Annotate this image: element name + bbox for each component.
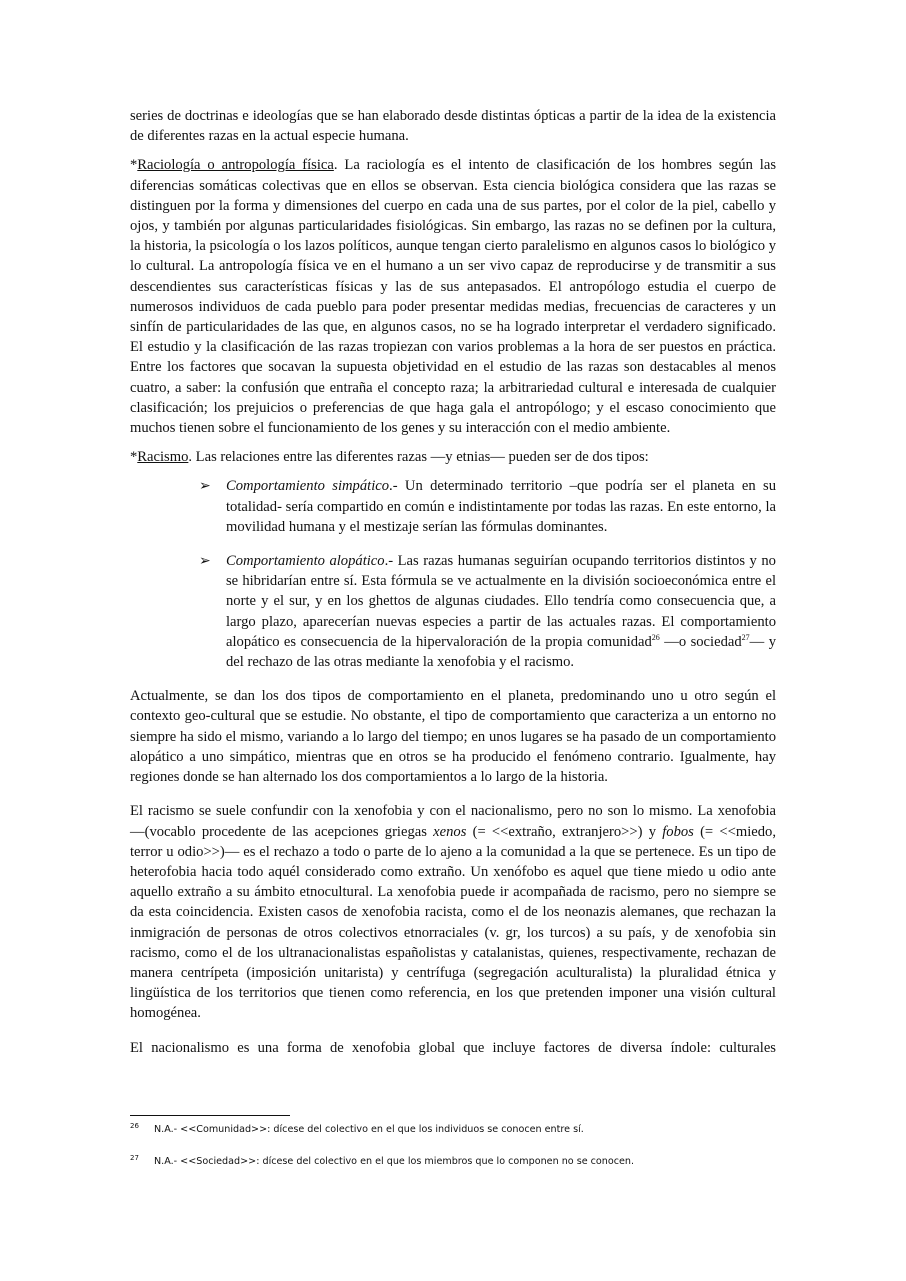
xenos-term: xenos [433, 823, 467, 840]
document-body [130, 106, 776, 1067]
xenofobia-text-b: (= <<extraño, extranjero>>) y [466, 823, 663, 840]
footnote-ref-26[interactable]: 26 [651, 632, 660, 642]
raciologia-term: Raciología o antropología física [137, 157, 334, 174]
list-item-alopatico [199, 551, 776, 672]
behaviour-list [130, 476, 776, 672]
footnote-27 [130, 1155, 776, 1169]
alopatico-body-c: ― y del rechazo de las otras mediante la xenofobia y el racismo. [226, 633, 776, 671]
intro-paragraph: series de doctrinas e ideologías que se han elaborado desde distintas ópticas a partir de la idea de la existencia de diferentes razas en la actual especie humana. [130, 108, 776, 145]
alopatico-term: Comportamiento alopático [226, 553, 385, 570]
simpatico-body: .- Un determinado territorio –que podría ser el planeta en su totalidad- sería compartido en común e indistintamente por todas las razas. En este entorno, la movilidad humana y el mestizaje serían las fórmulas dominantes. [226, 478, 776, 535]
racismo-body: . Las relaciones entre las diferentes razas ―y etnias― pueden ser de dos tipos: [188, 449, 649, 466]
footnote-number: 26 [130, 1122, 139, 1130]
footnote-26 [130, 1123, 776, 1137]
arrowhead-bullet-icon: ➢ [199, 478, 211, 495]
footnote-text: N.A.- <<Comunidad>>: dícese del colectivo en el que los individuos se conocen entre sí. [154, 1124, 584, 1135]
actualmente-paragraph: Actualmente, se dan los dos tipos de comportamiento en el planeta, predominando uno u otro según el contexto geo-cultural que se estudie. No obstante, el tipo de comportamiento que caracteriza a un entorno no siempre ha sido el mismo, variando a lo largo del tiempo; en unos lugares se ha pasado de un comportamiento alopático a uno simpático, mientras que en otros se ha producido el fenómeno contrario. Igualmente, hay regiones donde se han alternado los dos comportamientos a lo largo de la historia. [130, 688, 776, 786]
raciologia-body: . La raciología es el intento de clasificación de los hombres según las diferencias somáticas colectivas que en ellos se observan. Esta ciencia biológica considera que las razas se distinguen por la forma y dimensiones del cuerpo en cada una de sus partes, por el color de la piel, cabello y ojos, y también por algunas particularidades fisiológicas. Sin embargo, las razas no se definen por la cultura, la historia, la psicología o los lazos políticos, aunque tengan cierto paralelismo en algunos casos lo biológico y lo cultural. La antropología física ve en el humano a un ser vivo capaz de reproducirse y de transmitir a sus descendientes sus características físicas y las de sus antepasados. El antropólogo estudia el cuerpo de numerosos individuos de cada pueblo para poder presentar medidas medias, frecuencias de caracteres y un sinfín de particularidades de las que, en algunos casos, no se ha logrado interpretar el verdadero significado. El estudio y la clasificación de las razas tropiezan con varios problemas a la hora de ser puestos en práctica. Entre los factores que socavan la supuesta objetividad en el estudio de las razas son destacables al menos cuatro, a saber: la confusión que entraña el concepto raza; la arbitrariedad cultural e interesada de cualquier clasificación; los prejuicios o preferencias de que haga gala el antropólogo; y el escaso conocimiento que muchos tienen sobre el funcionamiento de los genes y su interacción con el medio ambiente. [130, 157, 776, 437]
xenofobia-text-c: (= <<miedo, terror u odio>>)― es el rechazo a todo o parte de lo ajeno a la comunidad a la que se pertenece. Es un tipo de heterofobia hacia todo aquél considerado como extraño. Un xenófobo es aquel que tiene miedo u odio ante aquello extraño a su ámbito etnocultural. La xenofobia puede ir acompañada de racismo, pero no siempre se da esta coincidencia. Existen casos de xenofobia racista, como el de los neonazis alemanes, que rechazan la inmigración de personas de otros colectivos etnorraciales (v. gr, los turcos) a su país, y de xenofobia sin racismo, como el de los ultranacionalistas españolistas y catalanistas, quienes, respectivamente, rechazan de manera centrípeta (imposición unitarista) y centrífuga (segregación aculturalista) la pluralidad étnica y lingüística de los territorios que tienen como referencia, en los que pretenden imponer una visión cultural homogénea. [130, 823, 776, 1022]
footnote-text: N.A.- <<Sociedad>>: dícese del colectivo en el que los miembros que lo componen no se conocen. [154, 1156, 635, 1167]
racismo-term: Racismo [137, 449, 189, 466]
footnotes [130, 1115, 776, 1187]
footnote-number: 27 [130, 1154, 139, 1162]
alopatico-body-b: ―o sociedad [659, 633, 742, 650]
footnote-separator [130, 1115, 290, 1116]
nacionalismo-paragraph: El nacionalismo es una forma de xenofobia global que incluye factores de diversa índole: culturales [130, 1039, 776, 1056]
racismo-paragraph [130, 447, 776, 467]
raciologia-prefix: * [130, 157, 138, 174]
raciologia-paragraph [130, 155, 776, 438]
list-item-simpatico [199, 476, 776, 537]
xenofobia-paragraph [130, 801, 776, 1023]
simpatico-term: Comportamiento simpático [226, 478, 390, 495]
xenofobia-text-a: El racismo se suele confundir con la xenofobia y con el nacionalismo, pero no son lo mismo. La xenofobia ―(vocablo procedente de las acepciones griegas [130, 803, 776, 840]
racismo-prefix: * [130, 449, 138, 466]
arrowhead-bullet-icon: ➢ [199, 553, 211, 570]
footnote-ref-27[interactable]: 27 [741, 632, 750, 642]
fobos-term: fobos [662, 823, 694, 840]
alopatico-body-a: .- Las razas humanas seguirían ocupando territorios distintos y no se hibridarían entre sí. Esta fórmula se ve actualmente en la división socioeconómica entre el norte y el sur, y en los ghettos de algunas ciudades. Ello tendría como consecuencia que, a largo plazo, aparecerían nuevas especies a partir de las actuales razas. El comportamiento alopático es consecuencia de la hipervaloración de la propia comunidad [226, 553, 776, 650]
